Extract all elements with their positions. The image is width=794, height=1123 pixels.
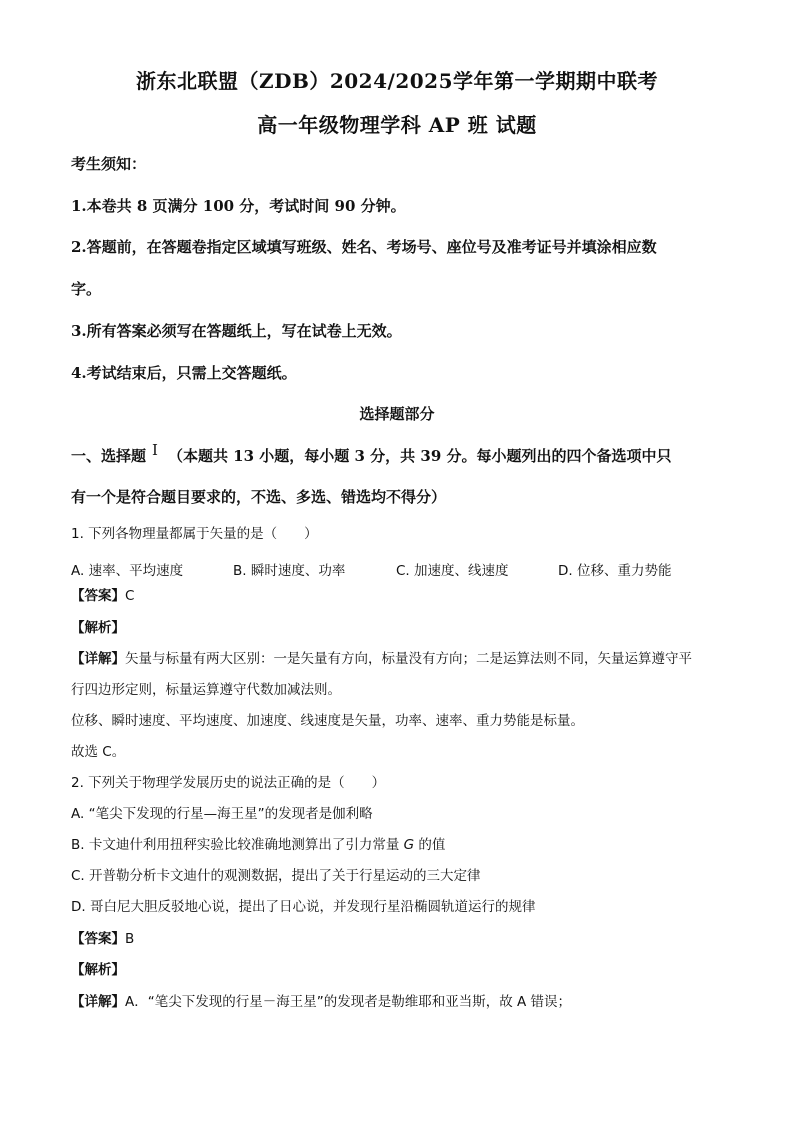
q1-analysis-text: 【解析】 [71,620,125,636]
q2-detail-a: A．“笔尖下发现的行星－海王星”的发现者是勒维耶和亚当斯，故 A 错误； [125,994,572,1010]
q1-detail-line4: 故选 C。 [71,744,126,760]
q1-answer-line [71,590,134,604]
part-description-line1 [71,441,672,465]
q1-detail-line1 [71,653,692,667]
q2-option-c: C. 开普勒分析卡文迪什的观测数据，提出了关于行星运动的三大定律 [71,868,481,884]
q1-answer-value: C [125,588,135,604]
q2-answer-value: B [125,931,135,947]
part-description-line2: 有一个是符合题目要求的，不选、多选、错选均不得分） [71,488,447,506]
q2-option-b-post: 的值 [414,837,446,853]
q1-detail-line2: 行四边形定则，标量运算遵守代数加减法则。 [71,682,341,698]
q2-stem: 2. 下列关于物理学发展历史的说法正确的是（ ） [71,775,386,791]
notice-heading: 考生须知： [71,155,147,173]
q1-analysis-label [71,622,125,636]
q2-detail-label: 【详解】 [71,994,125,1010]
part-label: 一、选择题 [71,447,147,465]
exam-title-line2: 高一年级物理学科 AP 班 试题 [257,113,537,137]
notice-item-2b: 字。 [71,280,102,298]
q2-answer-label: 【答案】 [71,931,125,947]
q2-analysis-label [71,964,125,978]
notice-item-1: 1.本卷共 8 页满分 100 分，考试时间 90 分钟。 [71,197,406,215]
q1-stem: 1. 下列各物理量都属于矢量的是（ ） [71,526,318,542]
q1-detail-a: 矢量与标量有两大区别：一是矢量有方向，标量没有方向；二是运算法则不同，矢量运算遵守平 [125,651,692,667]
q2-option-d: D. 哥白尼大胆反驳地心说，提出了日心说，并发现行星沿椭圆轨道运行的规律 [71,899,536,915]
q2-option-b-var: G [403,837,415,853]
q2-option-b-pre: B. 卡文迪什利用扭秤实验比较准确地测算出了引力常量 [71,837,404,853]
q2-analysis-text: 【解析】 [71,962,125,978]
q1-option-c: C. 加速度、线速度 [396,563,509,579]
q1-option-d: D. 位移、重力势能 [558,563,672,579]
q1-option-a: A. 速率、平均速度 [71,563,184,579]
notice-item-3: 3.所有答案必须写在答题纸上，写在试卷上无效。 [71,322,402,340]
q2-detail-line1 [71,996,571,1010]
notice-item-2a: 2.答题前，在答题卷指定区域填写班级、姓名、考场号、座位号及准考证号并填涂相应数 [71,238,657,256]
part-desc-a: （本题共 13 小题，每小题 3 分，共 39 分。每小题列出的四个备选项中只 [167,447,672,465]
q2-answer-line [71,933,134,947]
q2-option-b [71,839,445,853]
part-roman-numeral: Ⅰ [152,441,158,459]
q1-answer-label: 【答案】 [71,588,125,604]
exam-title-line1: 浙东北联盟（ZDB）2024/2025学年第一学期期中联考 [136,69,658,93]
q2-option-a: A. “笔尖下发现的行星—海王星”的发现者是伽利略 [71,806,373,822]
q1-detail-line3: 位移、瞬时速度、平均速度、加速度、线速度是矢量，功率、速率、重力势能是标量。 [71,713,584,729]
notice-item-4: 4.考试结束后，只需上交答题纸。 [71,364,297,382]
q1-option-b: B. 瞬时速度、功率 [233,563,346,579]
section-heading: 选择题部分 [359,405,435,423]
q1-detail-label: 【详解】 [71,651,125,667]
